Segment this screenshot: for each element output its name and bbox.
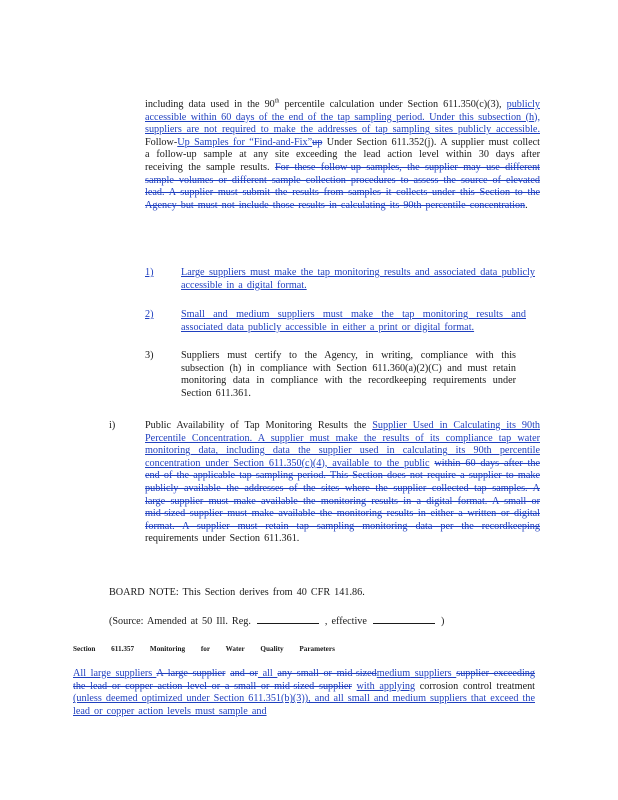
- text-run: Under Section 611.352(j). A supplier must collect a follow-up sample at any site exceeding the lead action level within 30 days after receiving the sample results.: [145, 136, 540, 173]
- item-text-2: Small and medium suppliers must make the tap monitoring results and associated data publicly accessible in either a print or digital format.: [181, 309, 526, 333]
- item-number-3: 3): [145, 350, 154, 361]
- deleted-text: A large supplier: [156, 668, 226, 679]
- inserted-text: with applying: [356, 680, 416, 692]
- board-note: BOARD NOTE: This Section derives from 40 CFR 141.86.: [109, 587, 365, 598]
- inserted-text: Up Samples for “Find-and-Fix”: [177, 136, 313, 148]
- text-run: Follow-: [145, 136, 178, 148]
- text-run: suppliers: [410, 668, 457, 679]
- blank-line: [373, 614, 435, 624]
- item-number-1: 1): [145, 267, 154, 278]
- inserted-text: Supplier Used in Calculating its 90th Percentile Concentration. A supplier must make the results of its compliance tap water monitoring data, including data the supplier used in calculating its 90th percentile concentration under Section 611.350(c)(4), available to the public: [145, 420, 540, 469]
- blank-line: [257, 614, 319, 624]
- item-number-i: i): [109, 420, 116, 431]
- source-text: (Source: Amended at 50 Ill. Reg.: [109, 616, 251, 627]
- source-text: ): [440, 616, 445, 627]
- section-heading: Section 611.357 Monitoring for Water Quality Parameters: [73, 645, 335, 653]
- inserted-text: publicly accessible within 60 days of the end of the tap sampling period. Under this subsection (h), suppliers are not required to make the addresses of tap sampling sites publicly accessible.: [145, 99, 540, 136]
- deleted-text: For these follow-up samples, the supplier may use different sample volumes or different sample collection procedures to assess the source of elevated lead. A supplier must submit the results from samples it collects under this Section to the Agency but must not include those results in calculating its 90th percentile concentration: [145, 161, 540, 211]
- text-run: Public Availability of Tap Monitoring Results the: [145, 420, 373, 431]
- text-run: requirements under Section 611.361.: [145, 533, 300, 545]
- item-number-2: 2): [145, 309, 154, 320]
- section-paragraph: [73, 668, 535, 718]
- item-text-1: Large suppliers must make the tap monitoring results and associated data publicly accessible in a digital format.: [181, 267, 535, 291]
- text-run: percentile calculation under Section 611.350(c)(3),: [279, 99, 507, 110]
- item-text-3: Suppliers must certify to the Agency, in writing, compliance with this subsection (h) in compliance with Section 611.360(a)(2)(C) and must retain monitoring data in compliance with the recordkeeping requirements under Section 611.361.: [181, 350, 516, 399]
- continuation-paragraph: [145, 99, 540, 212]
- deleted-text: supplier exceeding the lead or copper action level or a small or mid-sized supplier: [73, 668, 535, 692]
- deleted-text: and or: [230, 668, 258, 679]
- source-text: , effective: [324, 616, 367, 627]
- text-run: all: [257, 668, 278, 679]
- source-line: [109, 614, 529, 629]
- superscript: th: [274, 98, 280, 105]
- item-text-i: [145, 420, 540, 546]
- text-run: including data used in the 90: [145, 99, 275, 110]
- text-run: All large suppliers: [73, 668, 157, 679]
- deleted-text: any small or mid-sized: [277, 668, 377, 679]
- inserted-text: medium: [376, 668, 411, 679]
- text-run: corrosion control treatment: [415, 680, 536, 692]
- deleted-text: up: [312, 136, 323, 148]
- deleted-text: within 60 days after the end of the applicable tap sampling period. This Section does not require a supplier to make publicly available the addresses of the sites where the supplier collected tap samples. A large supplier must make available the monitoring results in a digital format. A small or mid-sized supplier must make available the monitoring results in either a written or digital format. A supplier must retain tap sampling monitoring data per the recordkeeping: [145, 457, 540, 532]
- inserted-text: (unless deemed optimized under Section 611.351(b)(3)), and all small and medium suppliers that exceed the lead or copper action levels must sample and: [73, 693, 535, 717]
- text-run: .: [525, 199, 528, 211]
